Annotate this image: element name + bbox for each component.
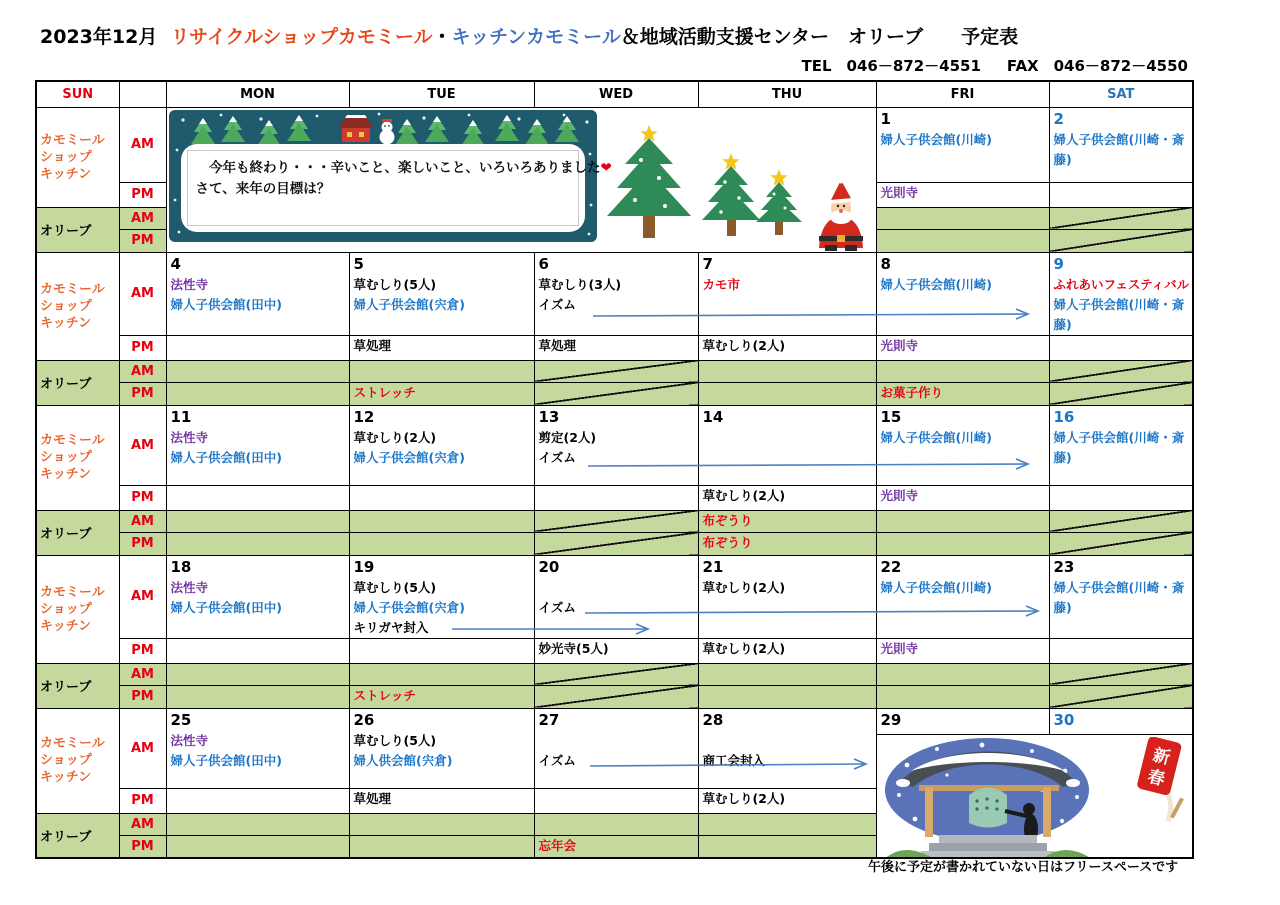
day-cell-wed-20: 20 イズム <box>534 555 698 638</box>
ampm-label: PM <box>119 685 166 708</box>
facility-label-kamomile: カモミール ショップ キッチン <box>36 555 119 663</box>
day-cell <box>349 532 534 555</box>
day-cell: 忘年会 <box>534 835 698 858</box>
day-cell <box>166 532 349 555</box>
title-month: 2023年12月 <box>40 26 158 48</box>
tel-number: TEL 046－872－4551 <box>801 57 981 75</box>
day-cell <box>534 813 698 835</box>
day-cell: 草処理 <box>349 335 534 360</box>
cell-entries: 婦人子供会館(川崎) <box>880 131 992 147</box>
week5-art-cell <box>876 708 1193 858</box>
facility-label-olive: オリーブ <box>36 663 119 708</box>
day-cell: 光則寺 <box>876 485 1049 510</box>
santa-illustration <box>819 174 863 251</box>
day-header-thu: THU <box>698 81 876 107</box>
day-cell-crossed <box>534 532 698 555</box>
ampm-label: AM <box>119 813 166 835</box>
day-cell-crossed <box>534 685 698 708</box>
day-cell <box>166 663 349 685</box>
day-header-wed: WED <box>534 81 698 107</box>
date-number: 2 <box>1053 109 1064 128</box>
day-cell <box>349 663 534 685</box>
svg-text:新: 新 <box>1150 744 1172 769</box>
day-cell <box>698 360 876 382</box>
ampm-label: AM <box>119 708 166 788</box>
day-cell-crossed <box>1049 685 1193 708</box>
day-cell-crossed <box>1049 207 1193 229</box>
christmas-tree-medium <box>702 153 760 236</box>
facility-label-kamomile: カモミール ショップ キッチン <box>36 708 119 813</box>
day-cell: 草処理 <box>534 335 698 360</box>
day-cell: 妙光寺(5人) <box>534 638 698 663</box>
day-cell <box>166 813 349 835</box>
day-cell <box>166 360 349 382</box>
day-cell-crossed <box>534 510 698 532</box>
ampm-label: PM <box>119 638 166 663</box>
day-cell-fri-8: 8 婦人子供会館(川崎) <box>876 252 1049 335</box>
day-cell <box>698 663 876 685</box>
date-number: 1 <box>880 109 891 128</box>
day-cell <box>876 510 1049 532</box>
day-cell <box>534 788 698 813</box>
day-cell: 草むしり(2人) <box>698 788 876 813</box>
day-cell-thu-14: 14 <box>698 405 876 485</box>
day-header-sun: SUN <box>36 81 119 107</box>
schedule-table <box>35 80 1194 859</box>
day-cell <box>698 835 876 858</box>
ampm-label: PM <box>119 229 166 252</box>
day-cell-crossed <box>1049 532 1193 555</box>
contact-line <box>802 55 1189 76</box>
ampm-label: PM <box>119 382 166 405</box>
day-cell-fri-1 <box>876 107 1049 182</box>
day-cell <box>1049 485 1193 510</box>
day-cell-crossed <box>1049 229 1193 252</box>
day-cell: 草むしり(2人) <box>698 485 876 510</box>
day-cell <box>166 382 349 405</box>
day-cell <box>876 229 1049 252</box>
day-cell <box>876 532 1049 555</box>
day-cell: ストレッチ <box>349 685 534 708</box>
day-cell <box>1049 182 1193 207</box>
temple-bell-illustration <box>877 735 1099 857</box>
day-cell: ストレッチ <box>349 382 534 405</box>
ampm-label: PM <box>119 182 166 207</box>
day-cell <box>698 813 876 835</box>
day-header-mon: MON <box>166 81 349 107</box>
facility-label-kamomile: カモミール ショップ キッチン <box>36 107 119 207</box>
cell-entries: 婦人子供会館(川崎・斎藤) <box>1053 131 1185 167</box>
day-cell-wed-6: 6 草むしり(3人) イズム <box>534 252 698 335</box>
day-cell <box>349 813 534 835</box>
day-cell <box>1049 335 1193 360</box>
ampm-label: AM <box>119 207 166 229</box>
day-cell-tue-5: 5 草むしり(5人) 婦人子供会館(宍倉) <box>349 252 534 335</box>
ampm-label: AM <box>119 510 166 532</box>
banner-message-line2: さて、来年の目標は？ <box>195 180 331 197</box>
christmas-banner <box>169 110 612 242</box>
christmas-trees-santa-illustration <box>600 112 875 252</box>
banner-message-bubble <box>181 144 612 232</box>
day-cell-fri-22: 22 婦人子供会館(川崎) <box>876 555 1049 638</box>
day-cell: 光則寺 <box>876 638 1049 663</box>
day-cell-mon-11: 11 法性寺 婦人子供会館(田中) <box>166 405 349 485</box>
ampm-label: PM <box>119 835 166 858</box>
day-cell <box>1049 638 1193 663</box>
day-cell-wed-13: 13 剪定(2人) イズム <box>534 405 698 485</box>
day-cell <box>166 685 349 708</box>
date-number: 29 <box>880 710 902 729</box>
day-cell <box>876 663 1049 685</box>
day-cell: 布ぞうり <box>698 532 876 555</box>
day-cell: 草むしり(2人) <box>698 638 876 663</box>
day-cell <box>349 835 534 858</box>
facility-label-olive: オリーブ <box>36 813 119 858</box>
house-roof <box>339 118 373 128</box>
ampm-label: AM <box>119 107 166 182</box>
day-cell <box>349 485 534 510</box>
day-cell <box>166 510 349 532</box>
day-header-fri: FRI <box>876 81 1049 107</box>
day-cell-mon-18: 18 法性寺 婦人子供会館(田中) <box>166 555 349 638</box>
day-cell <box>698 685 876 708</box>
day-cell <box>876 685 1049 708</box>
page-title: 2023年12月 リサイクルショップカモミール・キッチンカモミール＆地域活動支援センター オリーブ 予定表 <box>40 26 1019 48</box>
christmas-tree-small <box>756 169 802 235</box>
day-cell-sat-2 <box>1049 107 1193 182</box>
day-cell-tue-19: 19 草むしり(5人) 婦人子供会館(宍倉) キリガヤ封入 <box>349 555 534 638</box>
ampm-label: AM <box>119 663 166 685</box>
day-cell-fri-15: 15 婦人子供会館(川崎) <box>876 405 1049 485</box>
day-cell-crossed <box>534 360 698 382</box>
day-cell-crossed <box>534 663 698 685</box>
day-cell-crossed <box>1049 382 1193 405</box>
day-cell: 草処理 <box>349 788 534 813</box>
facility-label-olive: オリーブ <box>36 510 119 555</box>
ampm-label: PM <box>119 788 166 813</box>
ampm-label: AM <box>119 405 166 485</box>
day-cell <box>698 382 876 405</box>
date-strip <box>877 709 1193 735</box>
facility-label-olive: オリーブ <box>36 360 119 405</box>
day-cell-crossed <box>1049 510 1193 532</box>
facility-label-olive: オリーブ <box>36 207 119 252</box>
day-cell <box>166 638 349 663</box>
day-cell-mon-4: 4 法性寺 婦人子供会館(田中) <box>166 252 349 335</box>
date-number: 30 <box>1053 710 1075 729</box>
title-shop-recycle: リサイクルショップカモミール <box>170 26 433 48</box>
day-cell-sat-9: 9 ふれあいフェスティバル 婦人子供会館(川崎・斎藤) <box>1049 252 1193 335</box>
day-header-sat: SAT <box>1049 81 1193 107</box>
ampm-label: AM <box>119 555 166 638</box>
day-cell: お菓子作り <box>876 382 1049 405</box>
ampm-label: PM <box>119 335 166 360</box>
heart-icon: ❤ <box>600 159 612 176</box>
day-cell-tue-12: 12 草むしり(2人) 婦人子供会館(宍倉) <box>349 405 534 485</box>
ampm-label: PM <box>119 485 166 510</box>
day-cell-crossed <box>1049 360 1193 382</box>
day-cell-sat-16: 16 婦人子供会館(川崎・斎藤) <box>1049 405 1193 485</box>
day-cell-wed-27: 27 イズム <box>534 708 698 788</box>
day-cell <box>349 510 534 532</box>
ampm-label: PM <box>119 532 166 555</box>
title-rest: ＆地域活動支援センター オリーブ 予定表 <box>620 26 1019 48</box>
title-shop-kitchen: キッチンカモミール <box>451 26 621 48</box>
day-cell: 布ぞうり <box>698 510 876 532</box>
svg-text:春: 春 <box>1144 766 1167 790</box>
day-cell <box>876 207 1049 229</box>
day-cell <box>166 835 349 858</box>
day-cell-tue-26: 26 草むしり(5人) 婦人供会館(宍倉) <box>349 708 534 788</box>
day-cell-thu-7: 7 カモ市 <box>698 252 876 335</box>
christmas-tree-large <box>607 125 691 238</box>
day-cell: 草むしり(2人) <box>698 335 876 360</box>
week1-art-cell <box>166 107 876 252</box>
day-header-blank <box>119 81 166 107</box>
day-cell <box>534 485 698 510</box>
footnote: 午後に予定が書かれていない日はフリースペースです <box>868 860 1179 875</box>
day-cell-thu-21: 21 草むしり(2人) <box>698 555 876 638</box>
day-cell <box>166 335 349 360</box>
day-cell-thu-28: 28 商工会封入 <box>698 708 876 788</box>
snowman <box>379 119 394 145</box>
facility-label-kamomile: カモミール ショップ キッチン <box>36 252 119 360</box>
day-header-tue: TUE <box>349 81 534 107</box>
day-cell <box>349 638 534 663</box>
day-cell <box>166 485 349 510</box>
day-cell <box>876 360 1049 382</box>
banner-message-line1: 今年も終わり・・・辛いこと、楽しいこと、いろいろありました❤ <box>195 159 612 176</box>
new-year-kite-icon <box>1127 737 1193 827</box>
day-cell <box>876 182 1049 207</box>
facility-label-kamomile: カモミール ショップ キッチン <box>36 405 119 510</box>
day-cell <box>166 788 349 813</box>
day-cell-sat-23: 23 婦人子供会館(川崎・斎藤) <box>1049 555 1193 638</box>
fax-number: FAX 046－872－4550 <box>1006 57 1188 75</box>
day-cell-mon-25: 25 法性寺 婦人子供会館(田中) <box>166 708 349 788</box>
day-cell <box>349 360 534 382</box>
cell-entries: 光則寺 <box>880 184 919 200</box>
ampm-label: AM <box>119 360 166 382</box>
ampm-label: AM <box>119 252 166 335</box>
day-cell: 光則寺 <box>876 335 1049 360</box>
day-cell-crossed <box>534 382 698 405</box>
day-cell-crossed <box>1049 663 1193 685</box>
